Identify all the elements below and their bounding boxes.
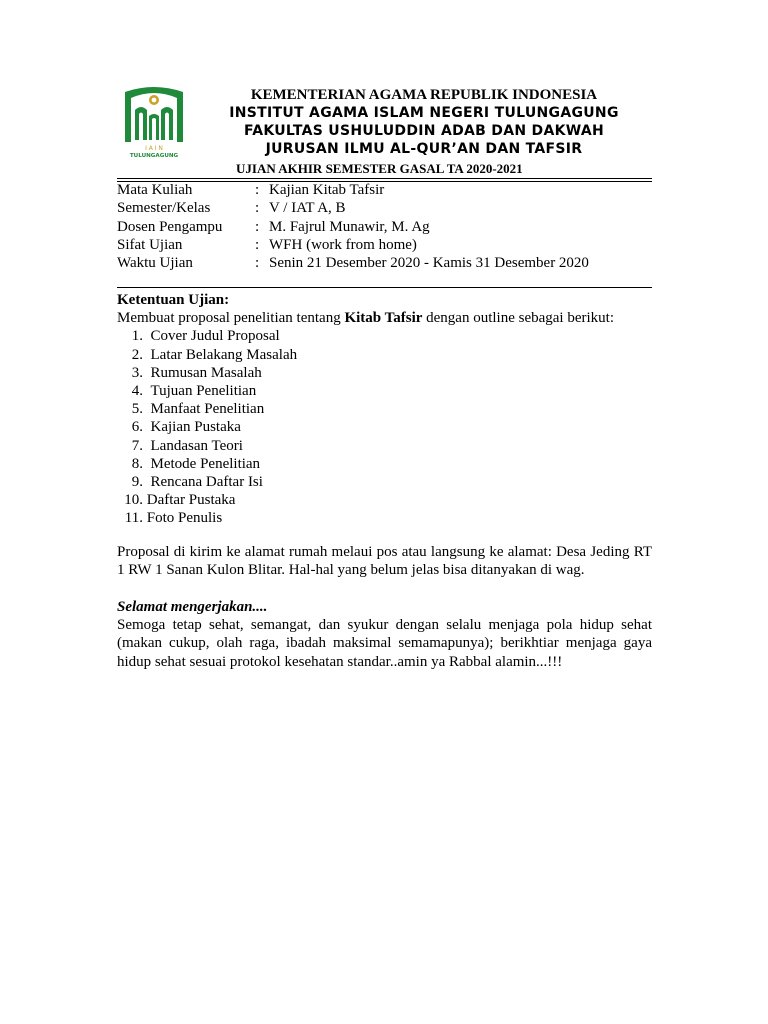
exam-instructions (117, 291, 652, 528)
department-title: JURUSAN ILMU AL-QUR’AN DAN TAFSIR (265, 141, 583, 157)
list-item: 1. Cover Judul Proposal (131, 328, 280, 345)
info-value: M. Fajrul Munawir, M. Ag (269, 218, 430, 235)
info-colon: : (255, 236, 260, 253)
info-value: Senin 21 Desember 2020 - Kamis 31 Desember 2020 (269, 255, 589, 272)
faculty-title: FAKULTAS USHULUDDIN ADAB DAN DAKWAH (243, 123, 605, 139)
list-item: 9. Rencana Daftar Isi (131, 474, 263, 491)
info-row (117, 254, 589, 272)
info-label: Waktu Ujian (117, 255, 193, 272)
list-item: 7. Landasan Teori (131, 437, 243, 454)
svg-text:TULUNGAGUNG: TULUNGAGUNG (129, 153, 179, 158)
exam-title: UJIAN AKHIR SEMESTER GASAL TA 2020-2021 (236, 161, 523, 176)
list-item: 4. Tujuan Penelitian (131, 383, 257, 400)
info-row (117, 181, 589, 199)
info-value: Kajian Kitab Tafsir (269, 182, 385, 198)
intro-text-end: dengan outline sebagai berikut: (422, 310, 614, 327)
info-label: Semester/Kelas (117, 200, 211, 217)
intro-bold-topic: Kitab Tafsir (344, 310, 423, 327)
info-value: WFH (work from home) (269, 236, 417, 253)
list-item: 6. Kajian Pustaka (131, 419, 241, 436)
instructions-heading: Ketentuan Ujian: (117, 292, 230, 308)
exam-info-table (117, 181, 589, 272)
info-colon: : (255, 255, 260, 272)
info-value: V / IAT A, B (269, 200, 346, 217)
list-item: 2. Latar Belakang Masalah (131, 346, 298, 363)
intro-text: Membuat proposal penelitian tentang (117, 310, 345, 327)
info-label: Dosen Pengampu (117, 218, 223, 235)
iain-logo (121, 86, 187, 158)
info-row (117, 236, 589, 254)
info-divider (117, 287, 652, 288)
ministry-title: KEMENTERIAN AGAMA REPUBLIK INDONESIA (250, 87, 598, 103)
institute-title: INSTITUT AGAMA ISLAM NEGERI TULUNGAGUNG (229, 105, 619, 121)
info-label: Mata Kuliah (117, 182, 193, 198)
info-row (117, 218, 589, 236)
submission-paragraph: Proposal di kirim ke alamat rumah melaui pos atau langsung ke alamat: Desa Jeding RT 1 RW 1 Sanan Kulon Blitar. Hal-hal yang belum jelas bisa ditanyakan di wag. (117, 544, 652, 579)
closing-heading: Selamat mengerjakan.... (117, 599, 268, 615)
closing-section (117, 598, 652, 671)
info-colon: : (255, 182, 260, 198)
list-item: 3. Rumusan Masalah (131, 364, 262, 381)
list-item: 5. Manfaat Penelitian (131, 401, 265, 418)
info-row (117, 199, 589, 217)
info-colon: : (255, 218, 260, 235)
list-item: 8. Metode Penelitian (131, 455, 261, 472)
letterhead (196, 86, 652, 177)
instructions-intro (117, 309, 652, 327)
closing-paragraph: Semoga tetap sehat, semangat, dan syukur dengan selalu menjaga pola hidup sehat (makan cukup, olah raga, ibadah maksimal semamapunya); berikhtiar menjaga gaya hidup sehat sesuai protokol kesehatan standar..amin ya Rabbal alamin...!!! (117, 617, 652, 670)
outline-list (117, 327, 652, 527)
info-label: Sifat Ujian (117, 236, 183, 253)
info-colon: : (255, 200, 260, 217)
list-item: 10. Daftar Pustaka (124, 492, 236, 509)
svg-text:I A I N: I A I N (145, 145, 163, 152)
list-item: 11. Foto Penulis (124, 510, 223, 527)
